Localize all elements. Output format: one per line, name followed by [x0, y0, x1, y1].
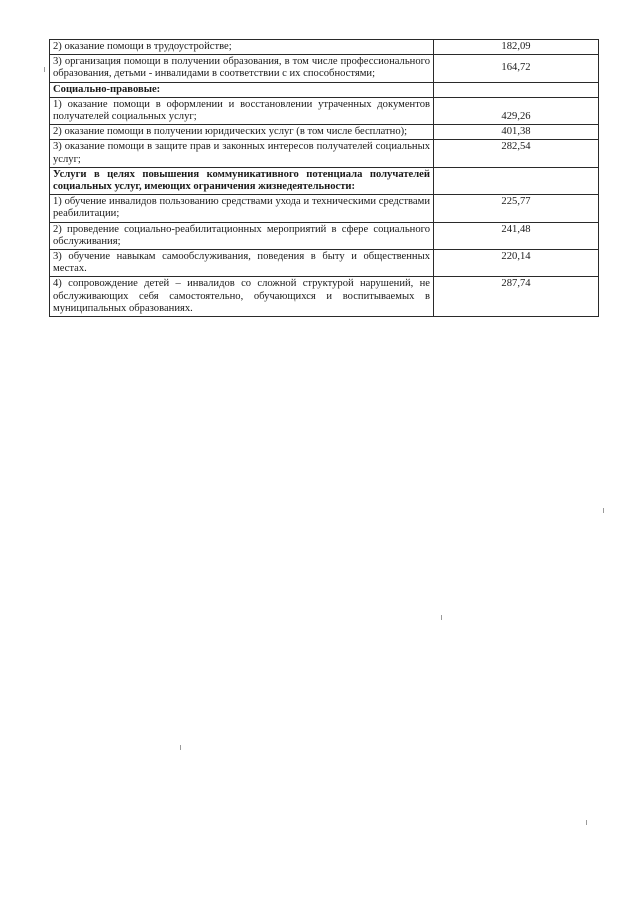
service-price: 182,09: [434, 40, 599, 55]
service-price: 287,74: [434, 277, 599, 317]
service-description: 3) обучение навыкам самообслуживания, поведения в быту и общественных местах.: [50, 250, 434, 277]
service-price: 241,48: [434, 222, 599, 249]
table-row: [50, 55, 599, 82]
service-description: 1) обучение инвалидов пользованию средствами ухода и техническими средствами реабилитации;: [50, 195, 434, 222]
service-price: 225,77: [434, 195, 599, 222]
service-description: 2) оказание помощи в получении юридических услуг (в том числе бесплатно);: [50, 125, 434, 140]
scan-artifact: [441, 615, 442, 620]
scan-artifact: [603, 508, 604, 513]
service-price: 429,26: [434, 97, 599, 124]
empty-price-cell: [434, 82, 599, 97]
service-price: 401,38: [434, 125, 599, 140]
table-row: [50, 97, 599, 124]
empty-price-cell: [434, 167, 599, 194]
service-description: 2) оказание помощи в трудоустройстве;: [50, 40, 434, 55]
table-row: [50, 250, 599, 277]
service-description: 2) проведение социально-реабилитационных мероприятий в сфере социального обслуживания;: [50, 222, 434, 249]
section-heading: Услуги в целях повышения коммуникативного потенциала получателей социальных услуг, имеющих ограничения жизнедеятельности:: [50, 167, 434, 194]
scan-artifact: [180, 745, 181, 750]
service-price: 282,54: [434, 140, 599, 167]
table-row: [50, 277, 599, 317]
service-price: 164,72: [434, 55, 599, 82]
service-description: 3) организация помощи в получении образования, в том числе профессионального образования, детьми - инвалидами в соответствии с их способностями;: [50, 55, 434, 82]
service-description: 3) оказание помощи в защите прав и законных интересов получателей социальных услуг;: [50, 140, 434, 167]
service-description: 4) сопровождение детей – инвалидов со сложной структурой нарушений, не обслуживающих себя самостоятельно, обучающихся и воспитываемых в муниципальных образованиях.: [50, 277, 434, 317]
section-heading-row: [50, 82, 599, 97]
scan-artifact: [44, 67, 45, 72]
table-row: [50, 125, 599, 140]
scan-artifact: [586, 820, 587, 825]
table-row: [50, 222, 599, 249]
table-row: [50, 140, 599, 167]
service-price: 220,14: [434, 250, 599, 277]
section-heading: Социально-правовые:: [50, 82, 434, 97]
table-row: [50, 40, 599, 55]
section-heading-row: [50, 167, 599, 194]
table-row: [50, 195, 599, 222]
services-price-table: [49, 39, 599, 317]
service-description: 1) оказание помощи в оформлении и восстановлении утраченных документов получателей социальных услуг;: [50, 97, 434, 124]
